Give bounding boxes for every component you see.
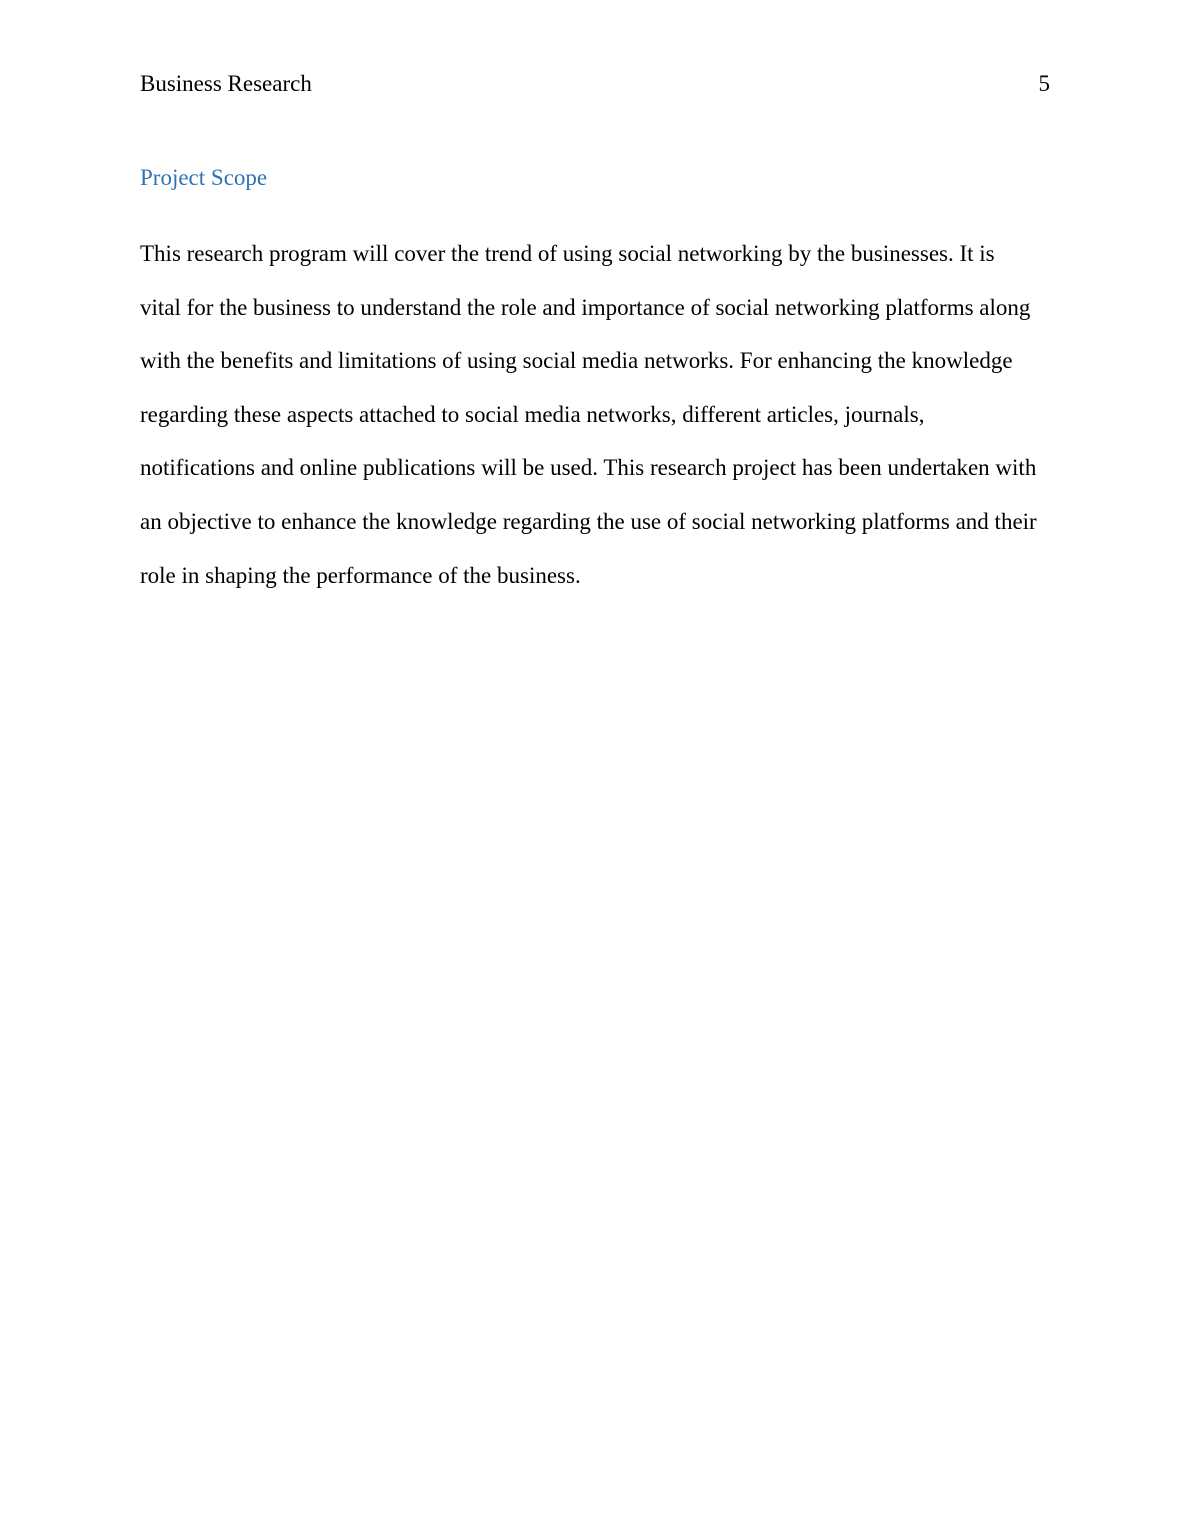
paragraph-line: an objective to enhance the knowledge regarding the use of social networking platforms and their	[140, 508, 1037, 534]
paragraph-line: regarding these aspects attached to social media networks, different articles, journals,	[140, 401, 925, 427]
paragraph-line: role in shaping the performance of the business.	[140, 562, 581, 588]
section-heading: Project Scope	[140, 165, 268, 190]
page-number: 5	[1038, 71, 1050, 96]
paragraph-line: notifications and online publications will be used. This research project has been undertaken with	[140, 455, 1037, 481]
paragraph-line: vital for the business to understand the role and importance of social networking platforms along	[140, 294, 1031, 320]
paragraph-line: with the benefits and limitations of using social media networks. For enhancing the knowledge	[140, 348, 1013, 374]
paragraph-line: This research program will cover the trend of using social networking by the businesses. It is	[140, 241, 995, 266]
running-head: Business Research	[140, 71, 312, 96]
page-header	[140, 68, 1050, 100]
body-paragraph	[140, 237, 1060, 612]
